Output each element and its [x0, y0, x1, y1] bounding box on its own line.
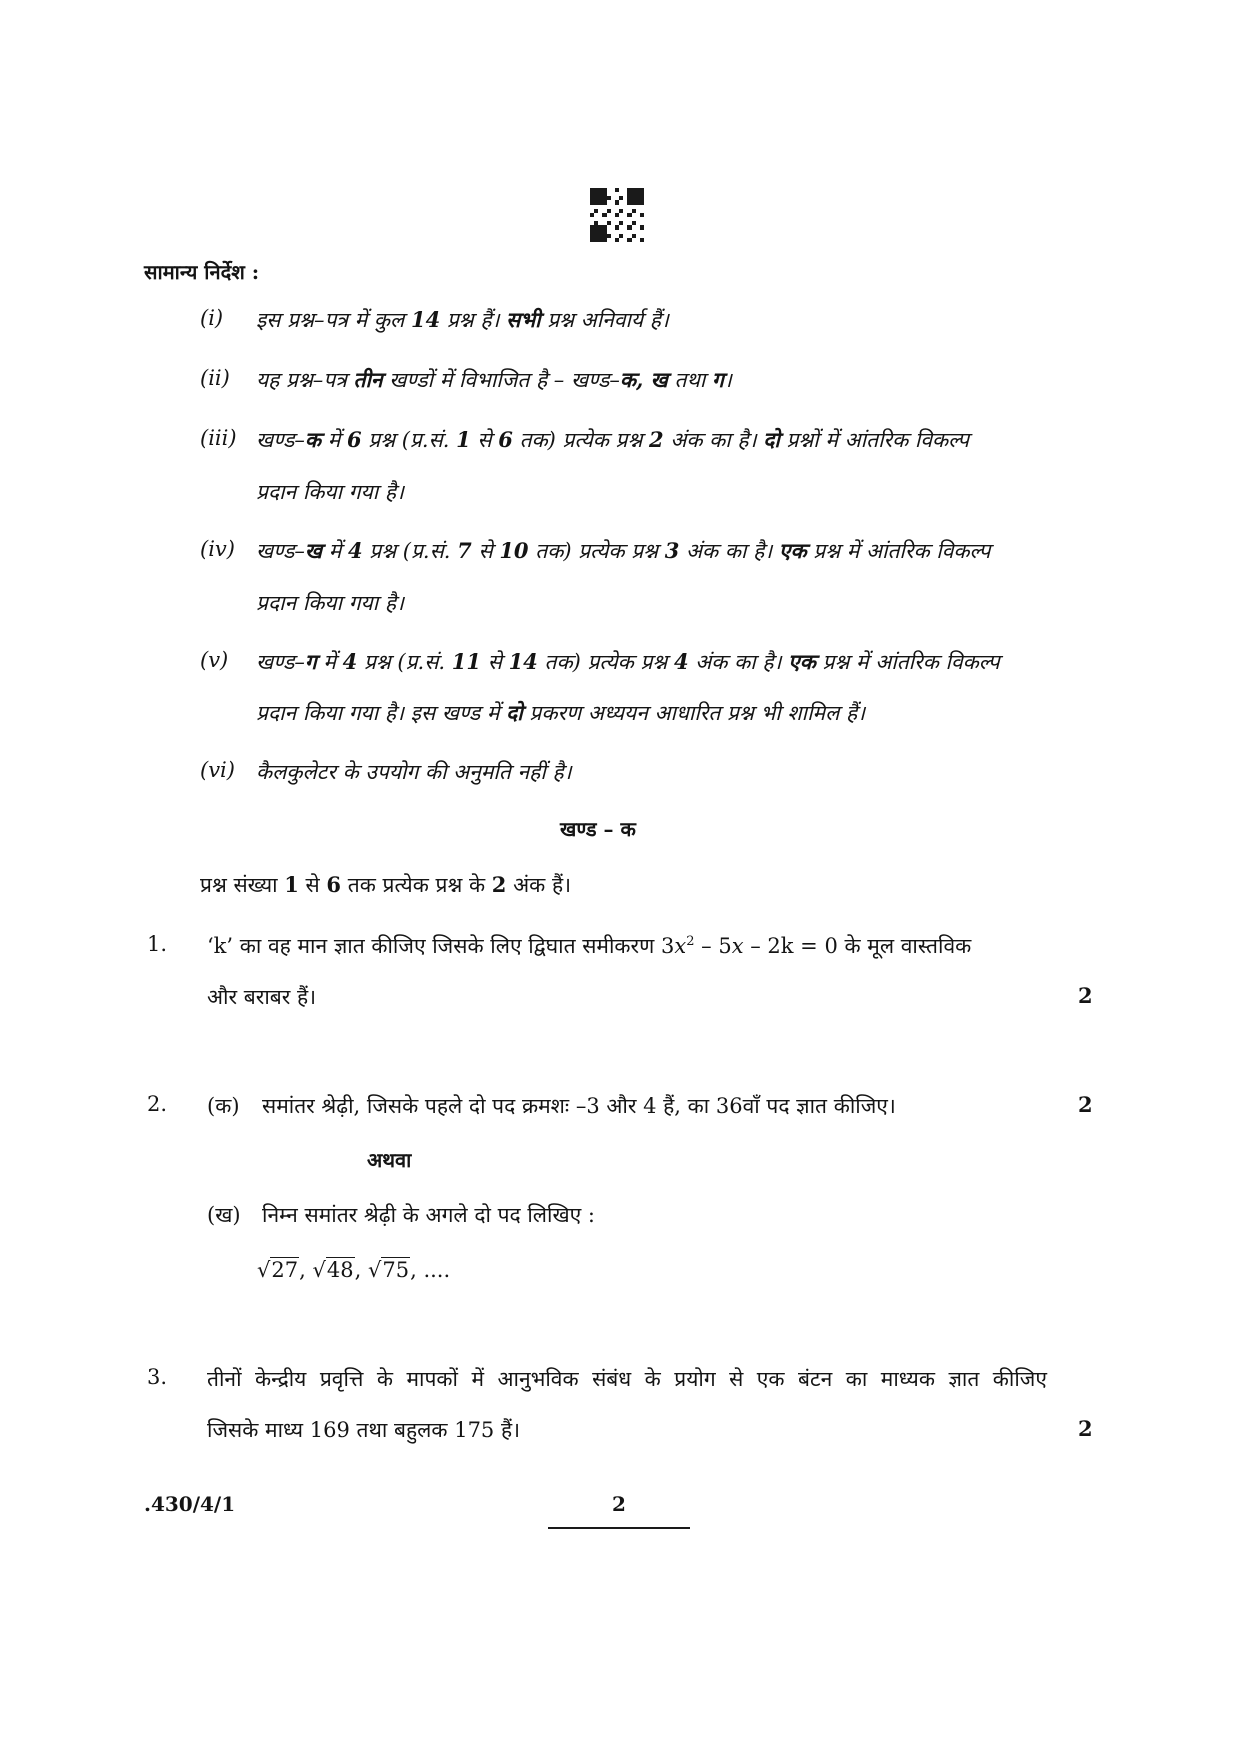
page-number-rule [548, 1527, 690, 1529]
instruction-text: कैलकुलेटर के उपयोग की अनुमति नहीं है। [256, 760, 572, 784]
section-note: प्रश्न संख्या 1 से 6 तक प्रत्येक प्रश्न के 2 अंक हैं। [200, 872, 572, 897]
sqrt-term: √75 [367, 1258, 410, 1282]
sqrt-term: √48 [312, 1258, 354, 1282]
sqrt-term: √27 [257, 1258, 299, 1282]
paper-code: .430/4/1 [144, 1492, 236, 1516]
instruction-text-continued: प्रदान किया गया है। इस खण्ड में दो प्रकरण अध्ययन आधारित प्रश्न भी शामिल हैं। [256, 700, 866, 725]
question-2b-series: √27, √48, √75, .... [257, 1258, 451, 1282]
question-2-marks: 2 [1078, 1092, 1093, 1117]
question-2b-label: (ख) [207, 1203, 241, 1227]
instruction-text: खण्ड–क में 6 प्रश्न (प्र.सं. 1 से 6 तक) प्रत्येक प्रश्न 2 अंक का है। दो प्रश्नों में आंतरिक विकल्प [256, 427, 970, 452]
instruction-text-continued: प्रदान किया गया है। [256, 480, 404, 504]
instruction-text: खण्ड–ग में 4 प्रश्न (प्र.सं. 11 से 14 तक) प्रत्येक प्रश्न 4 अंक का है। एक प्रश्न में आंतरिक विकल्प [256, 649, 1000, 674]
instruction-text: यह प्रश्न–पत्र तीन खण्डों में विभाजित है – खण्ड–क, ख तथा ग। [256, 367, 732, 392]
instruction-number: (v) [200, 648, 229, 672]
question-2b-text: निम्न समांतर श्रेढ़ी के अगले दो पद लिखिए : [262, 1203, 595, 1227]
question-number: 1. [147, 932, 168, 956]
question-3-text-continued: जिसके माध्य 169 तथा बहुलक 175 हैं। [207, 1418, 521, 1442]
instruction-text: इस प्रश्न–पत्र में कुल 14 प्रश्न हैं। सभी प्रश्न अनिवार्य हैं। [256, 307, 669, 332]
general-instructions-heading: सामान्य निर्देश : [144, 260, 260, 284]
instruction-number: (ii) [200, 366, 230, 390]
page-number: 2 [612, 1492, 626, 1516]
or-separator: अथवा [367, 1148, 412, 1172]
instruction-number: (i) [200, 306, 224, 330]
instruction-text-continued: प्रदान किया गया है। [256, 591, 404, 615]
question-3-marks: 2 [1078, 1416, 1093, 1441]
question-1-text: ‘k’ का वह मान ज्ञात कीजिए जिसके लिए द्विघात समीकरण $3x^2 - 5x - 2k = 0$ के मूल वास्तविक [207, 934, 972, 958]
instruction-number: (iii) [200, 426, 237, 450]
question-number: 2. [147, 1092, 168, 1116]
question-2a-text: समांतर श्रेढ़ी, जिसके पहले दो पद क्रमशः –3 और 4 हैं, का 36वाँ पद ज्ञात कीजिए। [262, 1094, 896, 1118]
question-1-marks: 2 [1078, 983, 1093, 1008]
question-2a-label: (क) [207, 1094, 240, 1118]
instruction-number: (iv) [200, 537, 235, 561]
question-number: 3. [147, 1365, 168, 1389]
question-1-text-continued: और बराबर हैं। [207, 985, 317, 1009]
instruction-text: खण्ड–ख में 4 प्रश्न (प्र.सं. 7 से 10 तक) प्रत्येक प्रश्न 3 अंक का है। एक प्रश्न में आंतरिक विकल्प [256, 538, 991, 563]
section-title: खण्ड – क [560, 817, 636, 841]
qr-code [590, 188, 644, 242]
series-ellipsis: .... [423, 1258, 451, 1282]
instruction-number: (vi) [200, 758, 235, 782]
question-3-text: तीनों केन्द्रीय प्रवृत्ति के मापकों में आनुभविक संबंध के प्रयोग से एक बंटन का माध्यक ज्ञात कीजिए [207, 1367, 1047, 1391]
